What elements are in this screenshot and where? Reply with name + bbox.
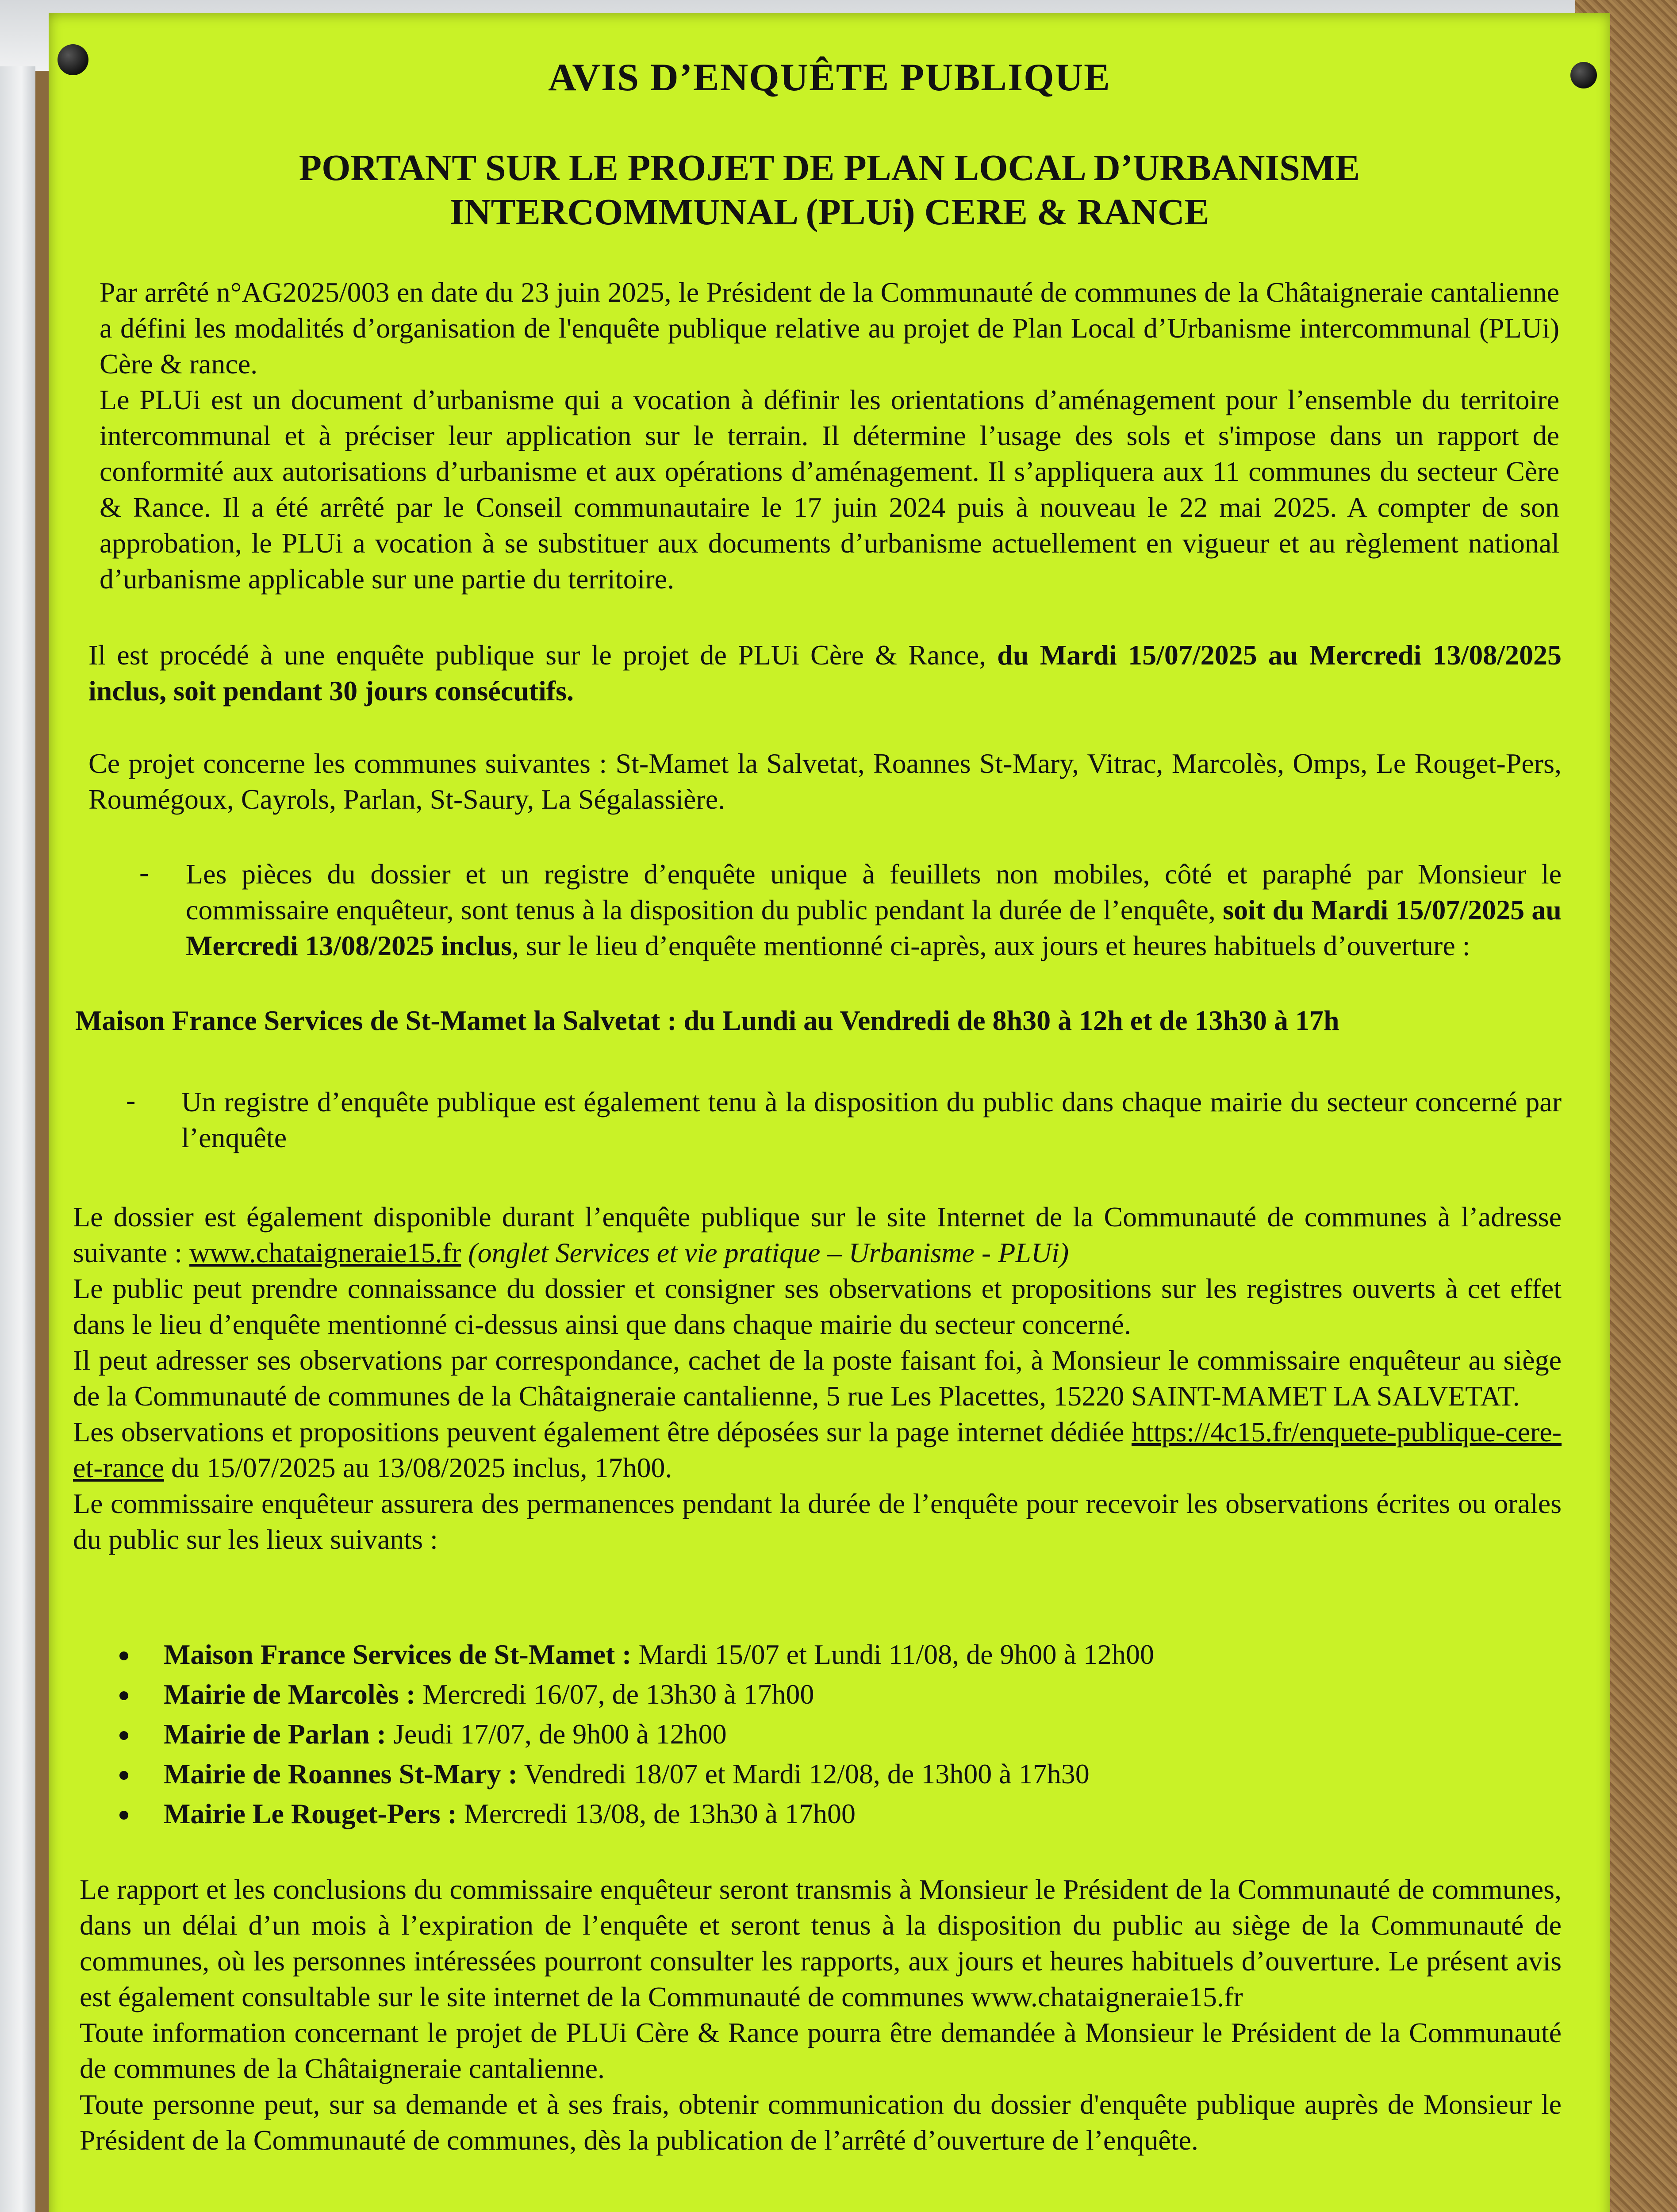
notice-title: AVIS D’ENQUÊTE PUBLIQUE xyxy=(548,56,1111,99)
list-item: Mairie de Roannes St-Mary : Vendredi 18/07 et Mardi 12/08, de 13h00 à 17h30 xyxy=(106,1754,1154,1794)
website-link[interactable]: www.chataigneraie15.fr xyxy=(189,1237,461,1268)
enquete-page-link[interactable]: https://4c15.fr/enquete-publique-cere-et-rance xyxy=(73,1416,1562,1483)
intro-paragraph: Par arrêté n°AG2025/003 en date du 23 juin 2025, le Président de la Communauté de communes de la Châtaigneraie cantalienne a défini les modalités d’organisation de l'enquête publique relative au projet de Plan Local d’Urbanisme intercommunal (PLUi) Cère & rance. Le PLUi est un document d’urbanisme qui a vocation à définir les orientations d’aménagement pour l’ensemble du territoire intercommunal et à préciser leur application sur le terrain. Il détermine l’usage des sols et s'impose dans un rapport de conformité aux autorisations d’urbanisme et aux opérations d’aménagement. Il s’appliquera aux 11 communes du secteur Cère & Rance. Il a été arrêté par le Conseil communautaire le 17 juin 2024 puis à nouveau le 22 mai 2025. A compter de son approbation, le PLUi a vocation à se substituer aux documents d’urbanisme actuellement en vigueur et au règlement national d’urbanisme applicable sur une partie du territoire. xyxy=(100,276,1559,595)
lieu-enquete: Maison France Services de St-Mamet la Salvetat : du Lundi au Vendredi de 8h30 à 12h et de 13h30 à 17h xyxy=(75,1005,1339,1036)
registre-paragraph: Un registre d’enquête publique est également tenu à la disposition du public dans chaque mairie du secteur concerné par l’enquête xyxy=(181,1086,1562,1153)
notice-poster xyxy=(49,13,1610,2212)
list-item: Mairie de Parlan : Jeudi 17/07, de 9h00 à 12h00 xyxy=(106,1714,1154,1754)
internet-paragraph: Le dossier est également disponible durant l’enquête publique sur le site Internet de la Communauté de communes à l’adresse suivante : www.chataigneraie15.fr (onglet Services et vie pratique – Urbanisme - PLUi) Le public peut prendre connaissance du dossier et consigner ses observations et propositions sur les registres ouverts à cet effet dans le lieu d’enquête mentionné ci-dessus ainsi que dans chaque mairie du secteur concerné. Il peut adresser ses observations par correspondance, cachet de la poste faisant foi, à Monsieur le commissaire enquêteur au siège de la Communauté de communes de la Châtaigneraie cantalienne, 5 rue Les Placettes, 15220 SAINT-MAMET LA SALVETAT. Les observations et propositions peuvent également être déposées sur la page internet dédiée https://4c15.fr/enquete-publique-cere-et-rance du 15/07/2025 au 13/08/2025 inclus, 17h00. Le commissaire enquêteur assurera des permanences pendant la durée de l’enquête pour recevoir les observations écrites ou orales du public sur les lieux suivants : xyxy=(73,1201,1562,1555)
enquete-dates-paragraph: Il est procédé à une enquête publique sur le projet de PLUi Cère & Rance, du Mardi 15/07/2025 au Mercredi 13/08/2025 inclus, soit pendant 30 jours consécutifs. xyxy=(88,639,1562,707)
list-item: Maison France Services de St-Mamet : Mardi 15/07 et Lundi 11/08, de 9h00 à 12h00 xyxy=(106,1635,1154,1674)
permanences-list xyxy=(106,1635,1154,1834)
board-left-frame xyxy=(0,66,35,2212)
communes-paragraph: Ce projet concerne les communes suivantes : St-Mamet la Salvetat, Roannes St-Mary, Vitrac, Marcolès, Omps, Le Rouget-Pers, Roumégoux, Cayrols, Parlan, St-Saury, La Ségalassière. xyxy=(88,748,1562,815)
conclusion-paragraph: Le rapport et les conclusions du commissaire enquêteur seront transmis à Monsieur le Président de la Communauté de communes, dans un délai d’un mois à l’expiration de l’enquête et seront tenus à la disposition du public au siège de la Communauté de communes, où les personnes intéressées pourront consulter les rapports, aux jours et heures habituels d’ouverture. Le présent avis est également consultable sur le site internet de la Communauté de communes www.chataigneraie15.fr Toute information concernant le projet de PLUi Cère & Rance pourra être demandée à Monsieur le Président de la Communauté de communes de la Châtaigneraie cantalienne. Toute personne peut, sur sa demande et à ses frais, obtenir communication du dossier d'enquête publique auprès de Monsieur le Président de la Communauté de communes, dès la publication de l’arrêté d’ouverture de l’enquête. xyxy=(80,1874,1562,2156)
list-dash: - xyxy=(126,1084,136,1116)
list-dash: - xyxy=(139,856,149,888)
dossier-paragraph: Les pièces du dossier et un registre d’enquête unique à feuillets non mobiles, côté et paraphé par Monsieur le commissaire enquêteur, sont tenus à la disposition du public pendant la durée de l’enquête, soit du Mardi 15/07/2025 au Mercredi 13/08/2025 inclus, sur le lieu d’enquête mentionné ci-après, aux jours et heures habituels d’ouverture : xyxy=(186,858,1562,961)
notice-subtitle: PORTANT SUR LE PROJET DE PLAN LOCAL D’URBANISME INTERCOMMUNAL (PLUi) CERE & RANCE xyxy=(299,147,1360,233)
list-item: Mairie Le Rouget-Pers : Mercredi 13/08, de 13h30 à 17h00 xyxy=(106,1794,1154,1834)
list-item: Mairie de Marcolès : Mercredi 16/07, de 13h30 à 17h00 xyxy=(106,1674,1154,1714)
